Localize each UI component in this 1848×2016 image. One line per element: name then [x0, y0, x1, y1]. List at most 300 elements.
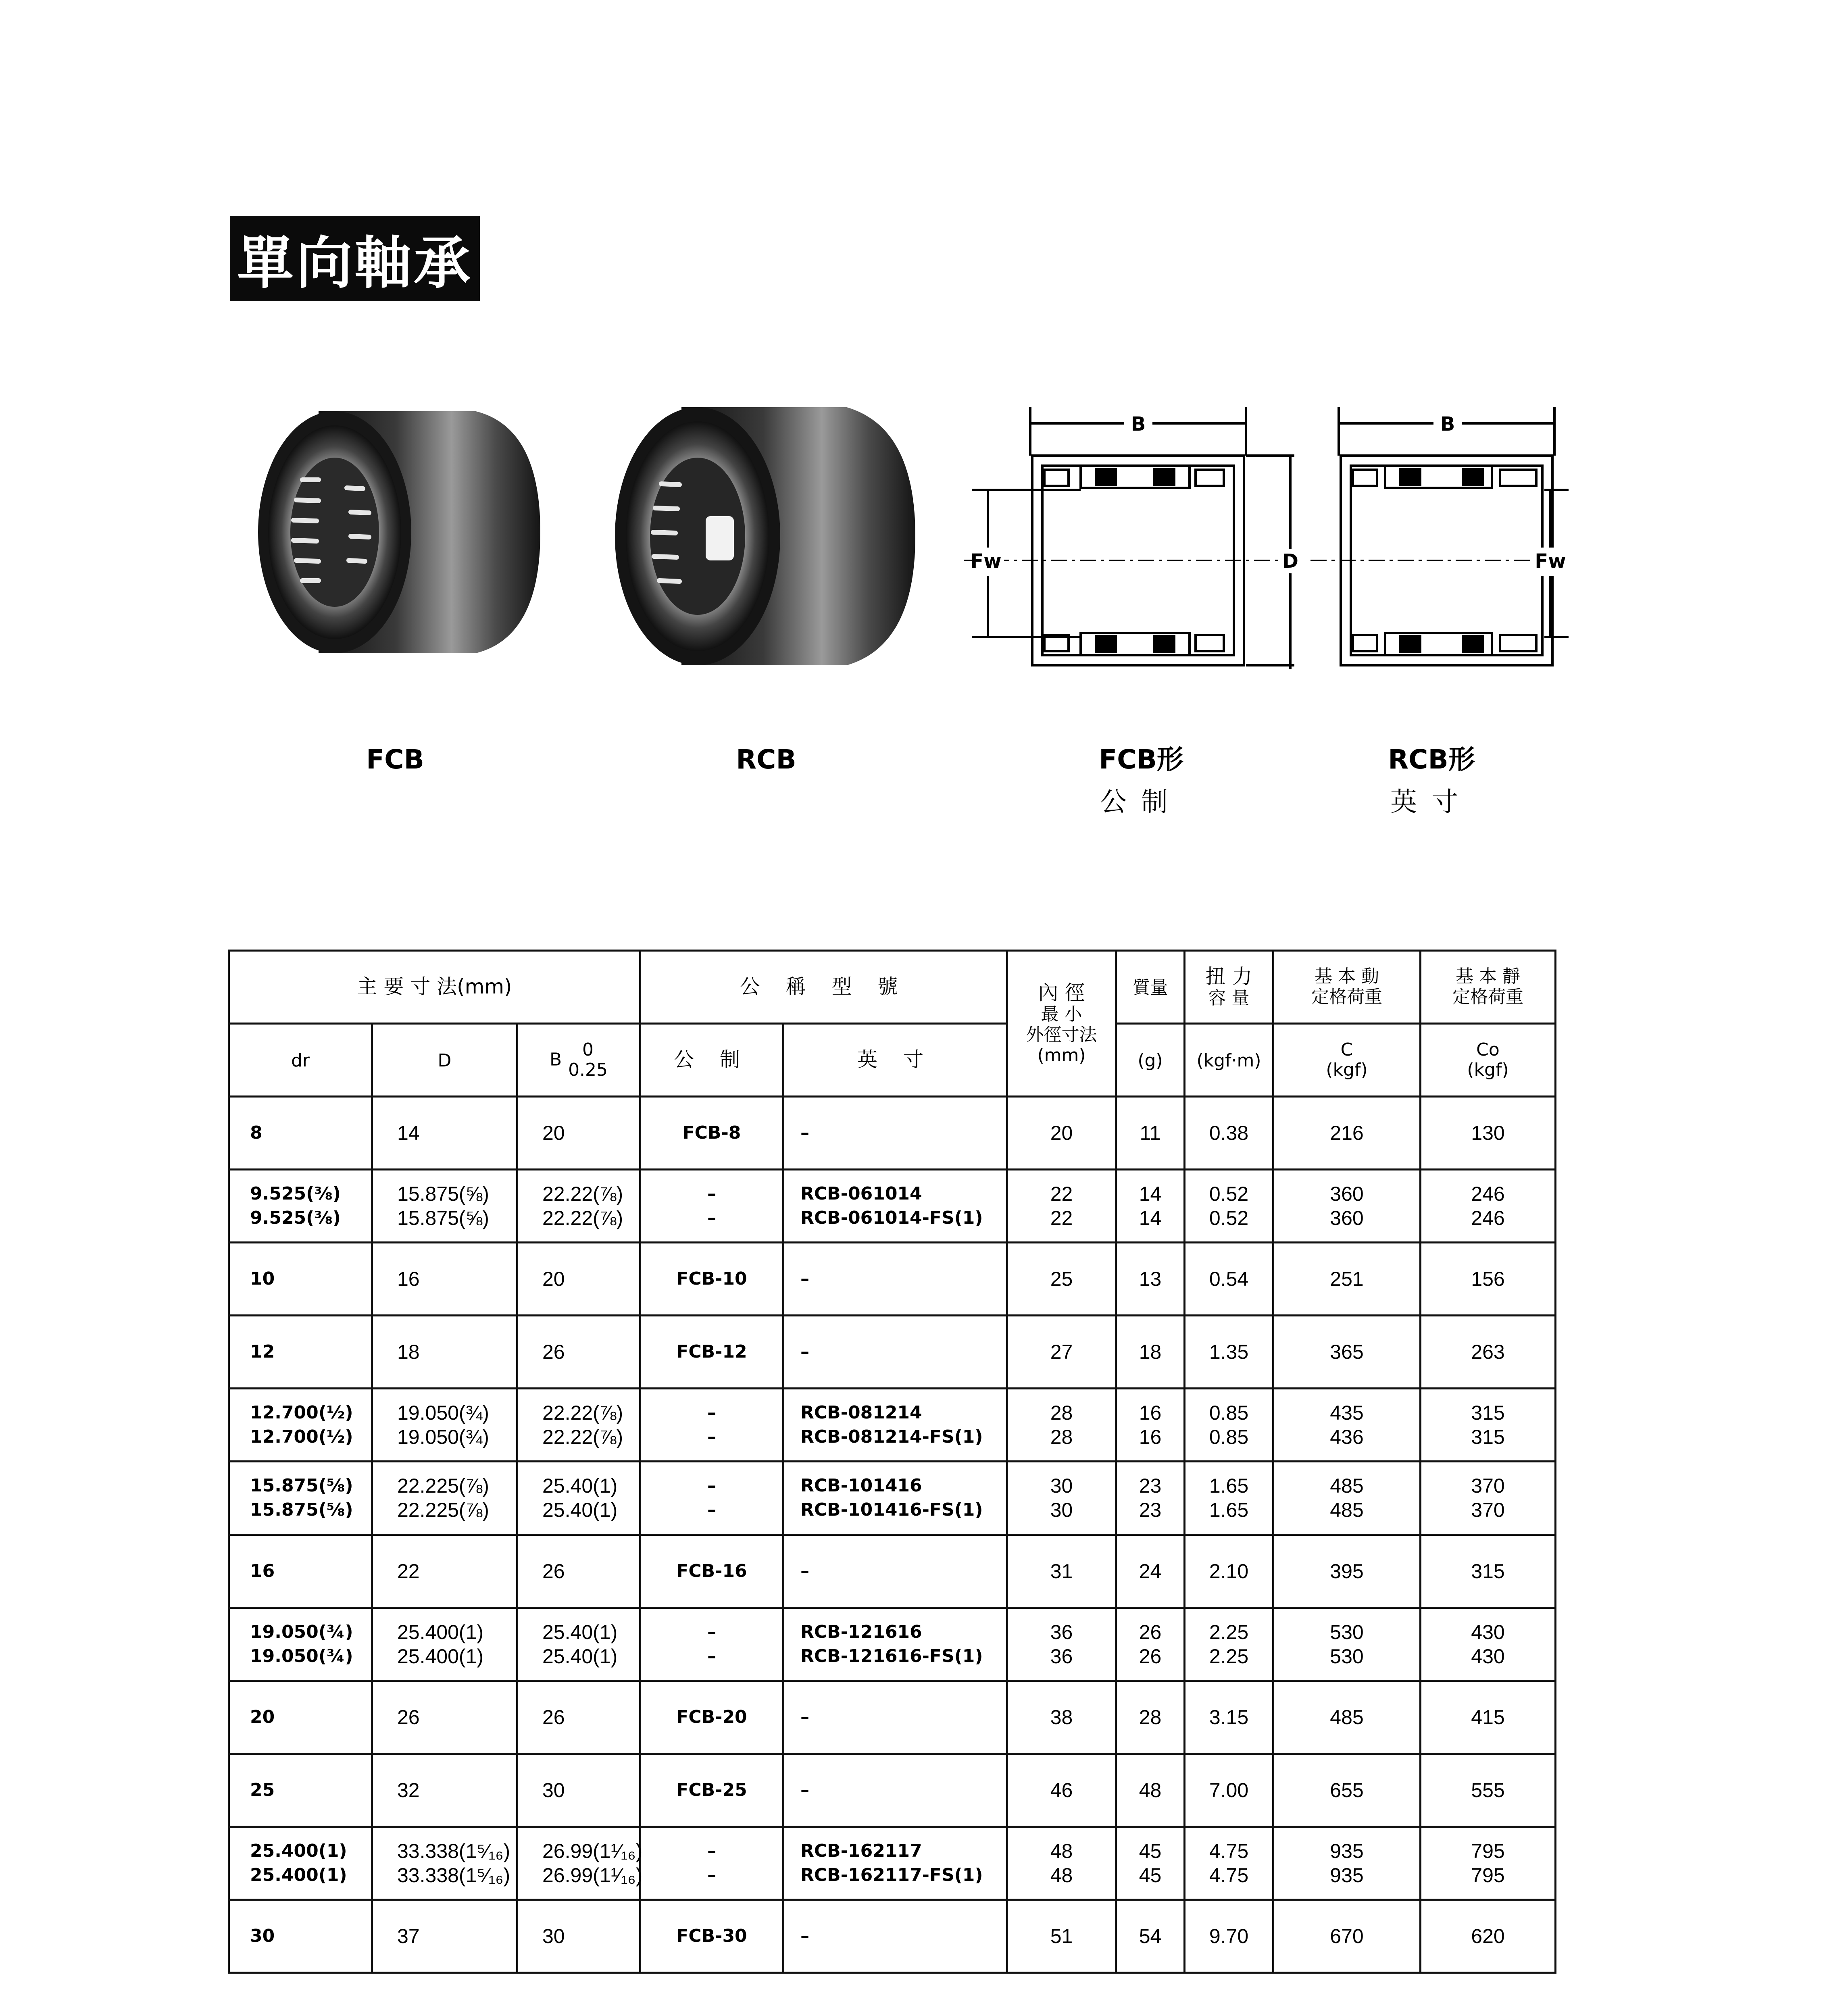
table-cell-torque: [1185, 1899, 1273, 1972]
table-cell-torque: [1185, 1826, 1273, 1899]
table-cell-mass: [1116, 1826, 1185, 1899]
cell-line: 37: [397, 1924, 420, 1947]
table-cell-metric: [640, 1608, 783, 1681]
cell-line: 4.75: [1209, 1839, 1249, 1862]
cell-line: 12.700(½): [250, 1402, 353, 1423]
table-cell-D: [372, 1316, 517, 1389]
cell-line: 14: [397, 1122, 420, 1145]
cell-line: 620: [1471, 1924, 1505, 1947]
table-cell-dr: [229, 1316, 372, 1389]
table-cell-torque: [1185, 1535, 1273, 1608]
cell-line: RCB-162117: [800, 1840, 922, 1861]
cell-line: 315: [1471, 1560, 1505, 1583]
table-cell-dr: [229, 1097, 372, 1170]
cell-line: FCB-16: [676, 1560, 747, 1581]
header-dr: dr: [229, 1024, 372, 1097]
table-cell-C: [1273, 1389, 1421, 1462]
cell-line: 28: [1139, 1706, 1162, 1729]
cell-line: 13: [1139, 1268, 1162, 1291]
cell-line: 15.875(⅝): [250, 1475, 353, 1496]
cell-line: 130: [1471, 1122, 1505, 1145]
table-cell-C: [1273, 1681, 1421, 1754]
table-cell-metric: [640, 1754, 783, 1826]
table-cell-torque: [1185, 1316, 1273, 1389]
table-row: [229, 1097, 1556, 1170]
table-cell-B: [517, 1316, 640, 1389]
cell-line: 51: [1050, 1924, 1073, 1947]
cell-line: 24: [1139, 1560, 1162, 1583]
cell-line: 25.400(1): [250, 1864, 347, 1885]
cell-line: 9.525(⅜): [250, 1208, 341, 1229]
cell-line: 2.25: [1209, 1645, 1249, 1668]
table-cell-B: [517, 1097, 640, 1170]
cell-line: 25.40(1): [542, 1499, 618, 1522]
table-cell-torque: [1185, 1462, 1273, 1535]
cell-line: 16: [250, 1560, 275, 1581]
table-cell-dr: [229, 1754, 372, 1826]
cell-line: 20: [542, 1122, 565, 1145]
table-cell-D: [372, 1535, 517, 1608]
table-cell-inch: [783, 1535, 1007, 1608]
cell-line: 22: [397, 1560, 420, 1583]
table-cell-C: [1273, 1535, 1421, 1608]
table-cell-Co: [1421, 1608, 1556, 1681]
cell-line: 15.875(⅝): [250, 1500, 353, 1520]
header-torque: 扭 力 容 量: [1185, 951, 1273, 1024]
table-cell-dr: [229, 1535, 372, 1608]
table-cell-D: [372, 1097, 517, 1170]
table-cell-D: [372, 1170, 517, 1243]
section-title: 單向軸承: [230, 216, 480, 301]
table-cell-dr: [229, 1681, 372, 1754]
cell-line: 530: [1330, 1620, 1364, 1643]
table-cell-inch: [783, 1389, 1007, 1462]
table-row: [229, 1535, 1556, 1608]
table-row: [229, 1681, 1556, 1754]
table-cell-bore: [1007, 1170, 1116, 1243]
cell-line: 19.050(¾): [397, 1426, 489, 1449]
table-cell-Co: [1421, 1316, 1556, 1389]
table-row: [229, 1316, 1556, 1389]
dim-fw-rcb-label: Fw: [1535, 550, 1566, 573]
table-cell-C: [1273, 1462, 1421, 1535]
cell-line: 48: [1050, 1839, 1073, 1862]
table-cell-B: [517, 1170, 640, 1243]
cell-line: 25.40(1): [542, 1620, 618, 1643]
header-metric: 公 制: [640, 1024, 783, 1097]
cell-line: FCB-30: [676, 1925, 747, 1946]
cell-line: 430: [1471, 1620, 1505, 1643]
table-cell-D: [372, 1754, 517, 1826]
cell-line: 14: [1139, 1183, 1162, 1206]
table-cell-dr: [229, 1899, 372, 1972]
cell-line: 795: [1471, 1864, 1505, 1887]
cell-line: 14: [1139, 1207, 1162, 1230]
table-cell-D: [372, 1826, 517, 1899]
header-D: D: [372, 1024, 517, 1097]
table-cell-bore: [1007, 1097, 1116, 1170]
header-dynamic-unit: C (kgf): [1273, 1024, 1421, 1097]
header-main-dims: 主 要 寸 法(mm): [229, 951, 640, 1024]
cell-line: 435: [1330, 1402, 1364, 1425]
table-cell-mass: [1116, 1243, 1185, 1316]
bearing-spec-table: [228, 950, 1556, 1974]
cell-line: 0.52: [1209, 1183, 1249, 1206]
table-cell-bore: [1007, 1535, 1116, 1608]
fcb-bearing-photo: [250, 395, 548, 669]
cell-line: 0.52: [1209, 1207, 1249, 1230]
table-cell-C: [1273, 1826, 1421, 1899]
header-dynamic-load: 基 本 動 定格荷重: [1273, 951, 1421, 1024]
cell-line: 26: [542, 1706, 565, 1729]
header-static-load: 基 本 靜 定格荷重: [1421, 951, 1556, 1024]
cell-line: 33.338(1⁵⁄₁₆): [397, 1839, 510, 1862]
cell-line: 655: [1330, 1779, 1364, 1801]
cell-line: FCB-25: [676, 1779, 747, 1800]
cell-line: 22: [1050, 1207, 1073, 1230]
cell-line: 555: [1471, 1779, 1505, 1801]
table-cell-metric: [640, 1681, 783, 1754]
cell-line: 22.22(⅞): [542, 1426, 623, 1449]
table-row: [229, 1170, 1556, 1243]
table-cell-Co: [1421, 1535, 1556, 1608]
table-cell-inch: [783, 1316, 1007, 1389]
table-cell-metric: [640, 1243, 783, 1316]
cell-line: 670: [1330, 1924, 1364, 1947]
table-cell-Co: [1421, 1826, 1556, 1899]
table-cell-mass: [1116, 1316, 1185, 1389]
table-row: [229, 1389, 1556, 1462]
table-cell-torque: [1185, 1681, 1273, 1754]
cell-line: –: [800, 1706, 809, 1727]
cell-line: 9.70: [1209, 1924, 1249, 1947]
cell-line: 156: [1471, 1268, 1505, 1291]
header-nominal-model: 公 稱 型 號: [640, 951, 1007, 1024]
cell-line: 216: [1330, 1122, 1364, 1145]
cell-line: –: [707, 1427, 716, 1447]
cell-line: –: [800, 1779, 809, 1800]
table-cell-D: [372, 1462, 517, 1535]
table-cell-bore: [1007, 1389, 1116, 1462]
cell-line: 26.99(1¹⁄₁₆): [542, 1839, 643, 1862]
table-cell-metric: [640, 1389, 783, 1462]
table-row: [229, 1608, 1556, 1681]
cell-line: 1.65: [1209, 1475, 1249, 1497]
cell-line: 48: [1139, 1779, 1162, 1801]
table-cell-dr: [229, 1462, 372, 1535]
table-cell-D: [372, 1899, 517, 1972]
cell-line: –: [800, 1560, 809, 1581]
photo-fcb-caption: FCB: [366, 744, 424, 775]
table-cell-inch: [783, 1608, 1007, 1681]
table-cell-bore: [1007, 1316, 1116, 1389]
table-cell-mass: [1116, 1389, 1185, 1462]
cell-line: 15.875(⅝): [397, 1183, 489, 1206]
cell-line: 20: [1050, 1122, 1073, 1145]
table-cell-bore: [1007, 1754, 1116, 1826]
cell-line: 263: [1471, 1341, 1505, 1364]
cell-line: 935: [1330, 1839, 1364, 1862]
table-cell-mass: [1116, 1097, 1185, 1170]
cell-line: 45: [1139, 1864, 1162, 1887]
cell-line: FCB-8: [682, 1123, 741, 1143]
cell-line: 415: [1471, 1706, 1505, 1729]
table-cell-Co: [1421, 1389, 1556, 1462]
cell-line: 22.225(⅞): [397, 1499, 489, 1522]
table-cell-bore: [1007, 1608, 1116, 1681]
table-cell-C: [1273, 1316, 1421, 1389]
cell-line: –: [707, 1864, 716, 1885]
cell-line: 3.15: [1209, 1706, 1249, 1729]
cell-line: 23: [1139, 1475, 1162, 1497]
table-cell-Co: [1421, 1243, 1556, 1316]
cell-line: 15.875(⅝): [397, 1207, 489, 1230]
table-cell-B: [517, 1681, 640, 1754]
cell-line: 25.400(1): [397, 1645, 484, 1668]
table-cell-dr: [229, 1243, 372, 1316]
cell-line: RCB-101416: [800, 1475, 922, 1496]
cell-line: 18: [1139, 1341, 1162, 1364]
cell-line: RCB-121616-FS(1): [800, 1645, 983, 1666]
table-cell-C: [1273, 1243, 1421, 1316]
cell-line: 0.38: [1209, 1122, 1249, 1145]
cell-line: –: [800, 1268, 809, 1289]
table-cell-mass: [1116, 1170, 1185, 1243]
cell-line: 26.99(1¹⁄₁₆): [542, 1864, 643, 1887]
cell-line: 7.00: [1209, 1779, 1249, 1801]
cell-line: –: [707, 1183, 716, 1204]
cell-line: 26: [1139, 1645, 1162, 1668]
cell-line: 485: [1330, 1706, 1364, 1729]
table-cell-bore: [1007, 1826, 1116, 1899]
cell-line: 19.050(¾): [250, 1621, 353, 1642]
table-cell-torque: [1185, 1389, 1273, 1462]
table-cell-dr: [229, 1826, 372, 1899]
dim-b-rcb-label: B: [1440, 413, 1455, 435]
table-cell-B: [517, 1754, 640, 1826]
cell-line: 246: [1471, 1207, 1505, 1230]
cell-line: 36: [1050, 1645, 1073, 1668]
cell-line: FCB-10: [676, 1268, 747, 1289]
header-torque-unit: (kgf·m): [1185, 1024, 1273, 1097]
table-cell-metric: [640, 1535, 783, 1608]
table-cell-torque: [1185, 1097, 1273, 1170]
cell-line: FCB-20: [676, 1706, 747, 1727]
table-cell-B: [517, 1535, 640, 1608]
cell-line: 19.050(¾): [250, 1645, 353, 1666]
cell-line: 26: [1139, 1620, 1162, 1643]
cell-line: 25.400(1): [250, 1840, 347, 1861]
table-cell-dr: [229, 1608, 372, 1681]
cell-line: 436: [1330, 1426, 1364, 1449]
cell-line: –: [707, 1402, 716, 1423]
cell-line: RCB-081214: [800, 1402, 922, 1423]
cell-line: 360: [1330, 1207, 1364, 1230]
cell-line: 12.700(½): [250, 1427, 353, 1447]
cell-line: RCB-061014-FS(1): [800, 1208, 983, 1229]
cell-line: 4.75: [1209, 1864, 1249, 1887]
cell-line: RCB-101416-FS(1): [800, 1500, 983, 1520]
cell-line: 22.22(⅞): [542, 1402, 623, 1425]
table-cell-mass: [1116, 1535, 1185, 1608]
table-cell-C: [1273, 1170, 1421, 1243]
table-cell-bore: [1007, 1681, 1116, 1754]
cell-line: 2.10: [1209, 1560, 1249, 1583]
table-cell-dr: [229, 1389, 372, 1462]
cell-line: 28: [1050, 1402, 1073, 1425]
cell-line: –: [707, 1500, 716, 1520]
table-cell-Co: [1421, 1681, 1556, 1754]
table-cell-mass: [1116, 1754, 1185, 1826]
cell-line: 18: [397, 1341, 420, 1364]
cell-line: 30: [1050, 1499, 1073, 1522]
cell-line: 38: [1050, 1706, 1073, 1729]
cell-line: RCB-162117-FS(1): [800, 1864, 983, 1885]
cell-line: 30: [542, 1779, 565, 1801]
table-cell-mass: [1116, 1462, 1185, 1535]
cell-line: 20: [542, 1268, 565, 1291]
cell-line: –: [707, 1475, 716, 1496]
table-cell-C: [1273, 1608, 1421, 1681]
cell-line: 430: [1471, 1645, 1505, 1668]
cell-line: 30: [250, 1925, 275, 1946]
cell-line: –: [800, 1925, 809, 1946]
cell-line: 25.40(1): [542, 1645, 618, 1668]
cell-line: 26: [397, 1706, 420, 1729]
cell-line: RCB-121616: [800, 1621, 922, 1642]
cell-line: 16: [1139, 1402, 1162, 1425]
cell-line: 485: [1330, 1499, 1364, 1522]
table-row: [229, 1826, 1556, 1899]
cell-line: RCB-081214-FS(1): [800, 1427, 983, 1447]
table-cell-Co: [1421, 1462, 1556, 1535]
cell-line: 530: [1330, 1645, 1364, 1668]
table-cell-B: [517, 1608, 640, 1681]
dim-d-label: D: [1282, 550, 1298, 573]
table-cell-mass: [1116, 1681, 1185, 1754]
cell-line: 365: [1330, 1341, 1364, 1364]
table-cell-D: [372, 1681, 517, 1754]
dim-b-fcb-label: B: [1131, 413, 1146, 435]
cell-line: RCB-061014: [800, 1183, 922, 1204]
table-cell-metric: [640, 1462, 783, 1535]
cell-line: 28: [1050, 1426, 1073, 1449]
header-B: B 0 0.25: [517, 1024, 640, 1097]
table-cell-mass: [1116, 1899, 1185, 1972]
table-cell-bore: [1007, 1462, 1116, 1535]
cell-line: 33.338(1⁵⁄₁₆): [397, 1864, 510, 1887]
table-cell-mass: [1116, 1608, 1185, 1681]
table-cell-D: [372, 1243, 517, 1316]
drawing-fcb-system: 公制: [1100, 786, 1182, 817]
photo-rcb-caption: RCB: [736, 744, 796, 775]
table-cell-torque: [1185, 1754, 1273, 1826]
cell-line: 8: [250, 1123, 263, 1143]
cell-line: 22.225(⅞): [397, 1475, 489, 1497]
table-row: [229, 1462, 1556, 1535]
table-cell-inch: [783, 1462, 1007, 1535]
cell-line: 22.22(⅞): [542, 1207, 623, 1230]
table-cell-metric: [640, 1097, 783, 1170]
table-cell-inch: [783, 1754, 1007, 1826]
cell-line: –: [800, 1123, 809, 1143]
cell-line: 30: [1050, 1475, 1073, 1497]
cell-line: 25: [1050, 1268, 1073, 1291]
table-cell-inch: [783, 1899, 1007, 1972]
cell-line: 30: [542, 1924, 565, 1947]
cell-line: 0.54: [1209, 1268, 1249, 1291]
cell-line: 25.40(1): [542, 1475, 618, 1497]
table-cell-metric: [640, 1826, 783, 1899]
table-cell-B: [517, 1899, 640, 1972]
table-cell-torque: [1185, 1170, 1273, 1243]
cell-line: 16: [397, 1268, 420, 1291]
table-cell-Co: [1421, 1170, 1556, 1243]
cell-line: 48: [1050, 1864, 1073, 1887]
header-inch: 英 寸: [783, 1024, 1007, 1097]
table-cell-Co: [1421, 1899, 1556, 1972]
table-cell-Co: [1421, 1754, 1556, 1826]
drawing-fcb-caption: FCB形: [1099, 744, 1183, 775]
cell-line: 0.85: [1209, 1426, 1249, 1449]
cell-line: FCB-12: [676, 1341, 747, 1362]
cell-line: 19.050(¾): [397, 1402, 489, 1425]
table-cell-D: [372, 1608, 517, 1681]
cell-line: 46: [1050, 1779, 1073, 1801]
cell-line: 16: [1139, 1426, 1162, 1449]
header-bore: 內 徑 最 小 外徑寸法 (mm): [1007, 951, 1116, 1097]
cell-line: 315: [1471, 1402, 1505, 1425]
cell-line: 36: [1050, 1620, 1073, 1643]
table-cell-inch: [783, 1170, 1007, 1243]
table-cell-C: [1273, 1754, 1421, 1826]
cell-line: 0.85: [1209, 1402, 1249, 1425]
cell-line: 251: [1330, 1268, 1364, 1291]
cell-line: 54: [1139, 1924, 1162, 1947]
cell-line: 795: [1471, 1839, 1505, 1862]
cell-line: 25: [250, 1779, 275, 1800]
table-row: [229, 1243, 1556, 1316]
table-row: [229, 1899, 1556, 1972]
table-cell-bore: [1007, 1243, 1116, 1316]
header-static-unit: Co (kgf): [1421, 1024, 1556, 1097]
cell-line: 31: [1050, 1560, 1073, 1583]
cross-section-drawings: [964, 399, 1569, 698]
cell-line: 370: [1471, 1499, 1505, 1522]
cell-line: 10: [250, 1268, 275, 1289]
table-cell-B: [517, 1243, 640, 1316]
header-mass: 質量: [1116, 951, 1185, 1024]
cell-line: 20: [250, 1706, 275, 1727]
cell-line: 45: [1139, 1839, 1162, 1862]
cell-line: 315: [1471, 1426, 1505, 1449]
cell-line: 26: [542, 1560, 565, 1583]
table-cell-inch: [783, 1826, 1007, 1899]
table-cell-B: [517, 1826, 643, 1899]
table-cell-metric: [640, 1899, 783, 1972]
cell-line: 935: [1330, 1864, 1364, 1887]
cell-line: 246: [1471, 1183, 1505, 1206]
table-cell-C: [1273, 1097, 1421, 1170]
cell-line: 370: [1471, 1475, 1505, 1497]
table-cell-C: [1273, 1899, 1421, 1972]
cell-line: –: [707, 1840, 716, 1861]
cell-line: –: [707, 1645, 716, 1666]
table-cell-Co: [1421, 1097, 1556, 1170]
cell-line: –: [707, 1208, 716, 1229]
cell-line: 23: [1139, 1499, 1162, 1522]
table-cell-bore: [1007, 1899, 1116, 1972]
